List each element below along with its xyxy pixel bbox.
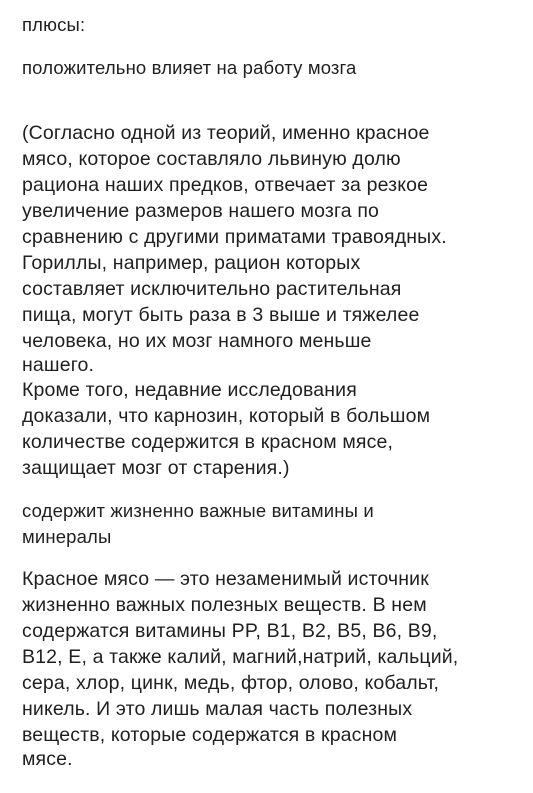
point-line: содержит жизненно важные витамины и xyxy=(22,500,374,521)
paragraph-line: жизненно важных полезных веществ. В нем xyxy=(22,594,427,616)
paragraph-line: защищает мозг от старения.) xyxy=(22,457,290,479)
paragraph-line: мясо, которое составляло львиную долю xyxy=(22,148,401,170)
paragraph-line: нашего. xyxy=(22,354,95,376)
point-brain: положительно влияет на работу мозга xyxy=(22,57,357,78)
paragraph-line: сравнению с другими приматами травоядных. xyxy=(22,226,447,248)
paragraph-line: B12, E, а также калий, магний,натрий, кальций, xyxy=(22,646,459,668)
paragraph-line: количестве содержится в красном мясе, xyxy=(22,431,394,453)
paragraph-line: рациона наших предков, отвечает за резкое xyxy=(22,174,429,196)
point-line: минералы xyxy=(22,526,112,547)
paragraph-line: Гориллы, например, рацион которых xyxy=(22,252,361,274)
paragraph-line: Красное мясо — это незаменимый источник xyxy=(22,568,429,590)
paragraph-line: доказали, что карнозин, который в большом xyxy=(22,405,431,427)
paragraph-line: содержатся витамины PP, B1, B2, B5, B6, B9, xyxy=(22,620,438,642)
paragraph-line: сера, хлор, цинк, медь, фтор, олово, кобальт, xyxy=(22,672,440,694)
paragraph-line: пища, могут быть раза в 3 выше и тяжелее xyxy=(22,304,420,326)
paragraph-line: человека, но их мозг намного меньше xyxy=(22,330,372,352)
paragraph-line: веществ, которые содержатся в красном xyxy=(22,724,398,746)
paragraph-line: Кроме того, недавние исследования xyxy=(22,379,357,401)
paragraph-line: (Согласно одной из теорий, именно красное xyxy=(22,122,430,144)
paragraph-line: мясе. xyxy=(22,748,73,770)
paragraph-line: составляет исключительно растительная xyxy=(22,278,402,300)
heading-pros: плюсы: xyxy=(22,14,86,35)
paragraph-line: никель. И это лишь малая часть полезных xyxy=(22,698,413,720)
paragraph-line: увеличение размеров нашего мозга по xyxy=(22,200,380,222)
